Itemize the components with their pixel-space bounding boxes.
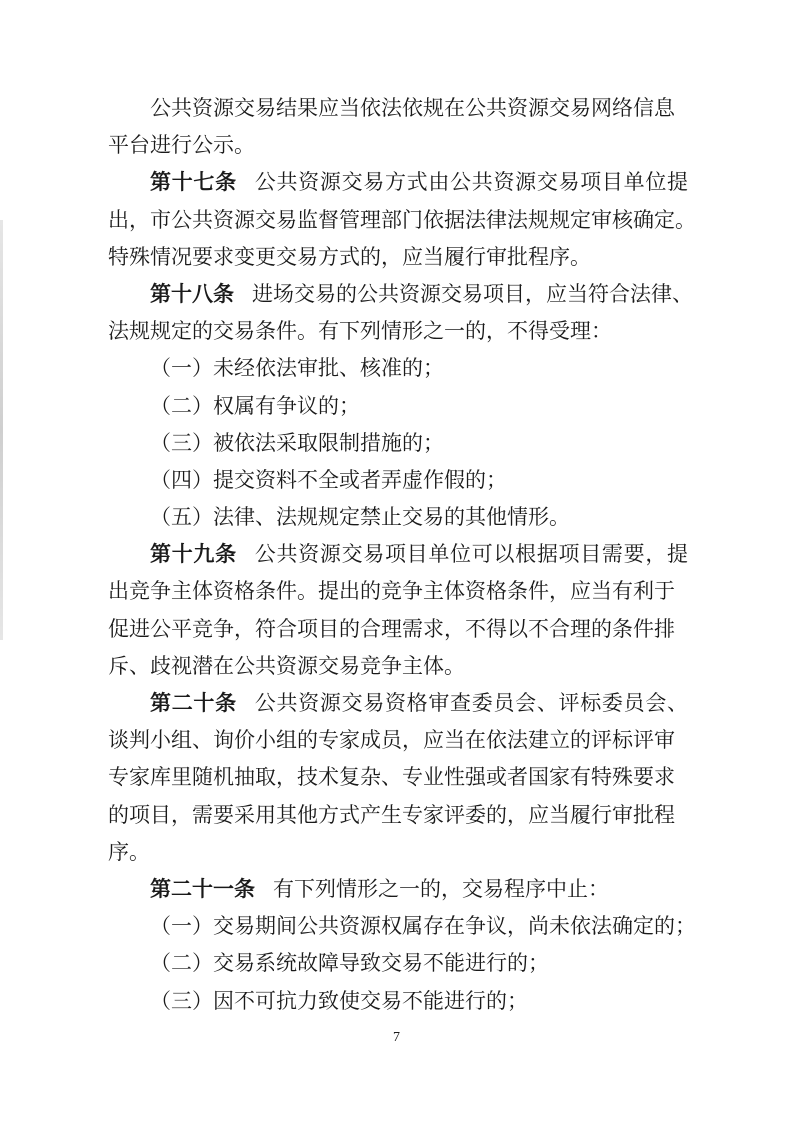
text-line: 专家库里随机抽取，技术复杂、专业性强或者国家有特殊要求	[108, 765, 675, 790]
body-text	[108, 90, 696, 1020]
scan-edge-shadow	[0, 220, 3, 640]
list-item: （三）被依法采取限制措施的；	[150, 430, 444, 455]
text-line: 序。	[108, 839, 150, 864]
article-line: 第二十条 公共资源交易资格审查委员会、评标委员会、	[150, 691, 689, 715]
text-line: 谈判小组、询价小组的专家成员，应当在依法建立的评标评审	[108, 728, 675, 753]
text-line: 平台进行公示。	[108, 133, 255, 158]
article-heading: 第二十条	[150, 691, 237, 715]
list-item: （一）未经依法审批、核准的；	[150, 356, 444, 381]
article-heading: 第十八条	[150, 281, 234, 306]
list-item: （五）法律、法规规定禁止交易的其他情形。	[150, 505, 570, 530]
text-line: 特殊情况要求变更交易方式的，应当履行审批程序。	[108, 244, 591, 269]
article-line: 第二十一条 有下列情形之一的，交易程序中止：	[150, 876, 609, 901]
text-line: 斥、歧视潜在公共资源交易竞争主体。	[108, 653, 465, 678]
article-line: 第十七条 公共资源交易方式由公共资源交易项目单位提	[150, 170, 689, 195]
text-line: 出竞争主体资格条件。提出的竞争主体资格条件，应当有利于	[108, 579, 675, 604]
article-line: 第十九条 公共资源交易项目单位可以根据项目需要，提	[150, 542, 689, 567]
text-line: 法规规定的交易条件。有下列情形之一的，不得受理：	[108, 319, 612, 344]
article-heading: 第二十一条	[150, 876, 255, 901]
list-item: （二）交易系统故障导致交易不能进行的；	[150, 951, 549, 976]
text-line: 出，市公共资源交易监督管理部门依据法律法规规定审核确定。	[108, 207, 696, 232]
text-line: 促进公平竞争，符合项目的合理需求，不得以不合理的条件排	[108, 616, 675, 641]
list-item: （四）提交资料不全或者弄虚作假的；	[150, 467, 507, 492]
text-line: 的项目，需要采用其他方式产生专家评委的，应当履行审批程	[108, 802, 675, 827]
list-item: （三）因不可抗力致使交易不能进行的；	[150, 988, 528, 1013]
list-item: （二）权属有争议的；	[150, 393, 360, 418]
list-item: （一）交易期间公共资源权属存在争议，尚未依法确定的；	[150, 914, 696, 939]
article-line: 第十八条 进场交易的公共资源交易项目，应当符合法律、	[150, 281, 693, 306]
page-number: 7	[393, 1030, 400, 1045]
article-heading: 第十九条	[150, 542, 237, 567]
text-line: 公共资源交易结果应当依法依规在公共资源交易网络信息	[150, 96, 675, 120]
article-heading: 第十七条	[150, 170, 237, 195]
